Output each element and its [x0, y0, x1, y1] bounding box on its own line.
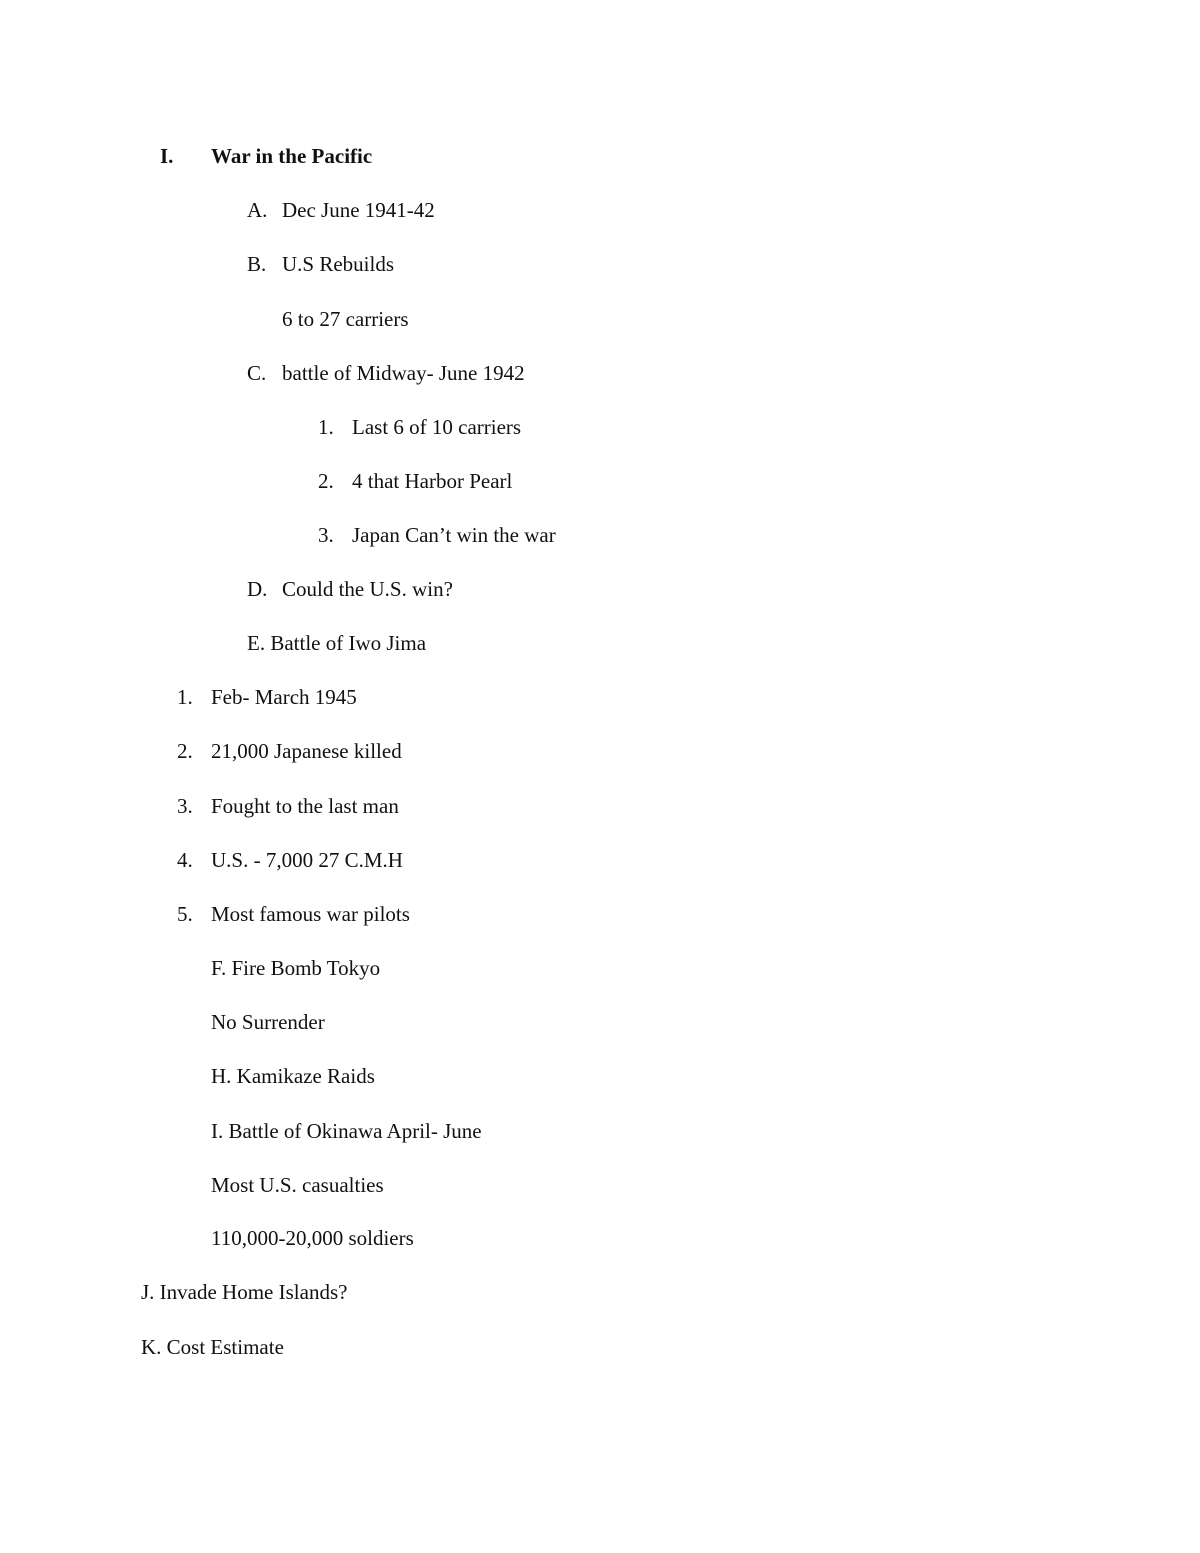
outline-item-i: I. Battle of Okinawa April- June [211, 1119, 482, 1143]
outline-item-j: J. Invade Home Islands? [141, 1280, 348, 1304]
item-e5-marker: 5. [177, 902, 193, 926]
outline-item-k: K. Cost Estimate [141, 1335, 284, 1359]
item-b-marker: B. [247, 252, 267, 276]
outline-item-f: F. Fire Bomb Tokyo [211, 956, 381, 980]
item-b-text: U.S Rebuilds [282, 252, 395, 276]
item-e4-marker: 4. [177, 848, 193, 872]
item-e3-text: Fought to the last man [211, 794, 399, 818]
item-c2-text: 4 that Harbor Pearl [352, 469, 513, 493]
outline-item-e: E. Battle of Iwo Jima [247, 631, 427, 655]
item-c-marker: C. [247, 361, 267, 385]
item-e2-marker: 2. [177, 739, 193, 763]
item-e3-marker: 3. [177, 794, 193, 818]
item-e5-text: Most famous war pilots [211, 902, 410, 926]
item-i-note-soldiers: 110,000-20,000 soldiers [211, 1226, 414, 1250]
item-e1-text: Feb- March 1945 [211, 685, 357, 709]
item-a-marker: A. [247, 198, 268, 222]
item-i-note-casualties: Most U.S. casualties [211, 1173, 384, 1197]
item-a-text: Dec June 1941-42 [282, 198, 435, 222]
item-d-text: Could the U.S. win? [282, 577, 453, 601]
item-c3-marker: 3. [318, 523, 334, 547]
item-c2-marker: 2. [318, 469, 334, 493]
item-e4-text: U.S. - 7,000 27 C.M.H [211, 848, 403, 872]
item-c-text: battle of Midway- June 1942 [282, 361, 525, 385]
outline-item-h: H. Kamikaze Raids [211, 1064, 375, 1088]
item-c3-text: Japan Can’t win the war [352, 523, 556, 547]
item-c1-marker: 1. [318, 415, 334, 439]
outline-item-g: No Surrender [211, 1010, 325, 1034]
item-e2-text: 21,000 Japanese killed [211, 739, 402, 763]
item-d-marker: D. [247, 577, 268, 601]
heading-marker: I. [160, 144, 174, 168]
item-e1-marker: 1. [177, 685, 193, 709]
item-b-note: 6 to 27 carriers [282, 307, 409, 331]
heading-text: War in the Pacific [211, 144, 373, 168]
item-c1-text: Last 6 of 10 carriers [352, 415, 522, 439]
